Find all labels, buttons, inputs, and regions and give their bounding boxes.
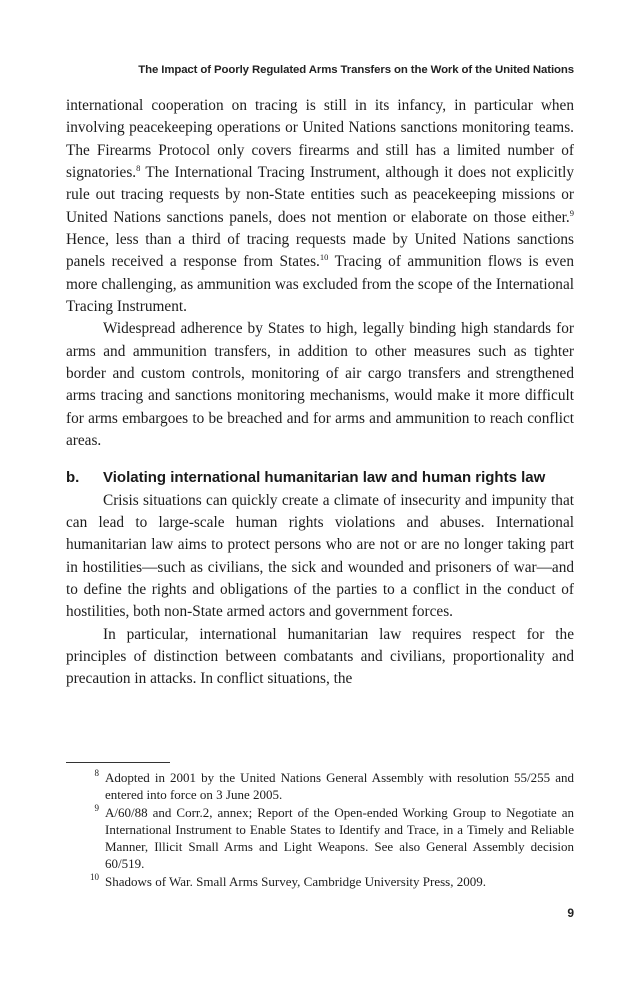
- paragraph-text: Hence, less than a third of tracing requests made by United Nations sanctions panels received a response from States.: [66, 231, 574, 271]
- body-text: [66, 95, 574, 691]
- footnote-number: 10: [90, 871, 99, 882]
- footnote-reference[interactable]: 10: [319, 252, 329, 263]
- footnotes: [66, 769, 574, 890]
- paragraph-widespread-adherence: Widespread adherence by States to high, legally binding high standards for arms and ammunition transfers, in addition to other measures such as tighter border and custom controls, monitoring of air cargo transfers and strengthened arms tracing and sanctions monitoring mechanisms, would make it more difficult for arms embargoes to be breached and for arms and ammunition to reach conflict areas.: [66, 320, 574, 450]
- footnote-item: [66, 873, 574, 890]
- page-number: 9: [567, 906, 574, 920]
- paragraph-text: The International Tracing Instrument, although it does not explicitly rule out tracing requests by non-State entities such as peacekeeping missions or United Nations sanctions panels, does not mention or elaborate on those either.: [66, 164, 574, 226]
- paragraph-text: international cooperation on tracing is still in its infancy, in particular when involving peacekeeping operations or United Nations sanctions monitoring teams. The Firearms Protocol only covers firearms and still has a limited number of signatories.: [66, 97, 574, 182]
- footnote-number: 8: [94, 768, 99, 778]
- footnote-number-cell: [66, 769, 105, 804]
- footnote-separator: [66, 762, 170, 763]
- paragraph-tracing-cooperation: [66, 95, 574, 318]
- footnote-text: Adopted in 2001 by the United Nations General Assembly with resolution 55/255 and entered into force on 3 June 2005.: [105, 770, 574, 803]
- footnote-item: [66, 804, 574, 873]
- running-header-title: The Impact of Poorly Regulated Arms Transfers on the Work of the United Nations: [138, 64, 574, 76]
- footnote-text: Shadows of War. Small Arms Survey, Cambridge University Press, 2009.: [105, 873, 486, 889]
- footnote-reference[interactable]: 8: [136, 162, 141, 173]
- section-heading-number: b.: [66, 468, 80, 486]
- footnote-reference[interactable]: 9: [569, 207, 574, 218]
- section-heading: [66, 467, 574, 488]
- section-heading-title: Violating international humanitarian law and human rights law: [103, 468, 546, 486]
- paragraph-text: Tracing of ammunition flows is even more challenging, as ammunition was excluded from the scope of the International Tracing Instrument.: [66, 253, 574, 316]
- paragraph-humanitarian-law-principles: In particular, international humanitarian law requires respect for the principles of distinction between combatants and civilians, proportionality and precaution in attacks. In conflict situations, the: [66, 625, 574, 688]
- footnote-item: [66, 769, 574, 804]
- footnote-text: A/60/88 and Corr.2, annex; Report of the Open-ended Working Group to Negotiate an International Instrument to Enable States to Identify and Trace, in a Timely and Reliable Manner, Illicit Small Arms and Light Weapons. See also General Assembly decision 60/519.: [105, 804, 574, 872]
- footnote-number-cell: [66, 873, 105, 890]
- footnote-number: 9: [94, 802, 99, 813]
- footnote-number-cell: [66, 804, 105, 873]
- paragraph-crisis-situations: Crisis situations can quickly create a climate of insecurity and impunity that can lead to large-scale human rights violations and abuses. International humanitarian law aims to protect persons who are not or are no longer taking part in hostilities—such as civilians, the sick and wounded and prisoners of war—and to define the rights and obligations of the parties to a conflict in the conduct of hostilities, both non-State armed actors and government forces.: [66, 491, 574, 621]
